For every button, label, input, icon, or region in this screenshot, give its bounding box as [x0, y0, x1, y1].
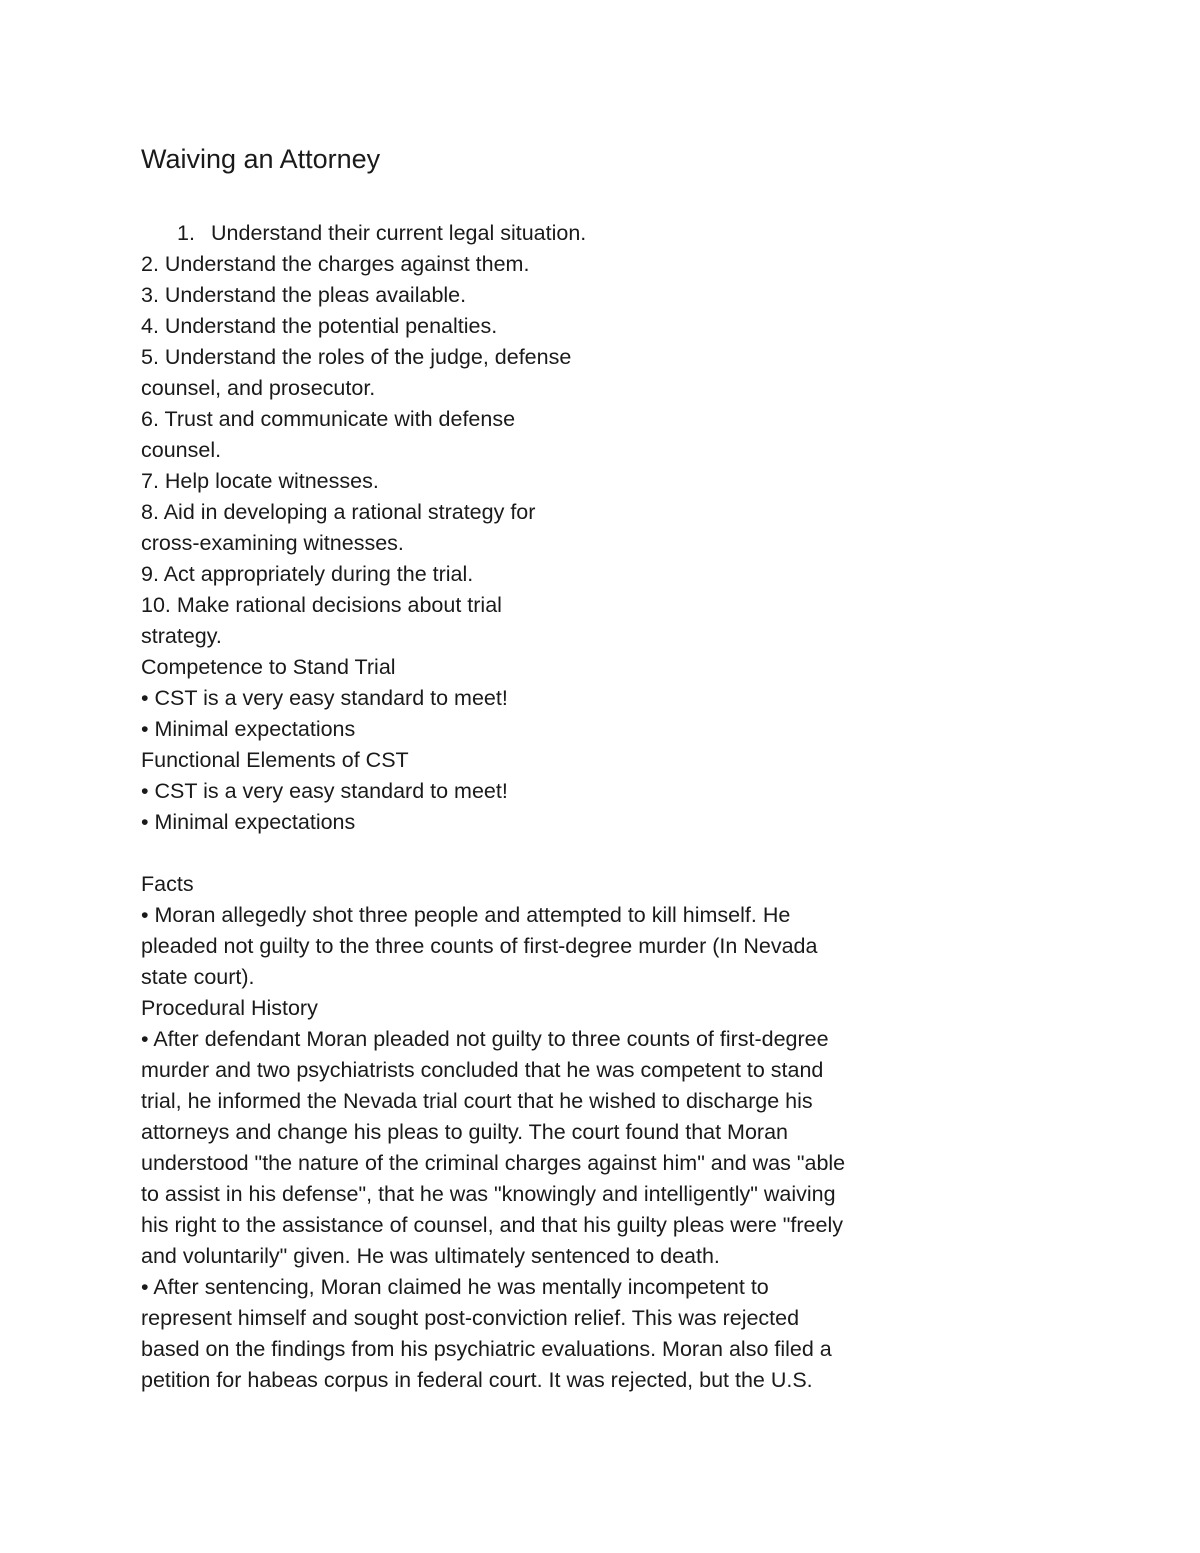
text-line: 9. Act appropriately during the trial. [141, 562, 474, 586]
text-line: • Minimal expectations [141, 810, 356, 834]
text-line: and voluntarily" given. He was ultimately sentenced to death. [141, 1244, 720, 1268]
numbered-item-first [141, 218, 941, 249]
text-line: petition for habeas corpus in federal court. It was rejected, but the U.S. [141, 1368, 813, 1392]
text-line: attorneys and change his pleas to guilty. The court found that Moran [141, 1120, 788, 1144]
text-line: 6. Trust and communicate with defense [141, 407, 516, 431]
text-line: pleaded not guilty to the three counts of first-degree murder (In Nevada [141, 934, 818, 958]
text-line: 4. Understand the potential penalties. [141, 314, 498, 338]
text-line: • Moran allegedly shot three people and attempted to kill himself. He [141, 903, 791, 927]
text-lines [141, 249, 941, 1396]
text-line: • After sentencing, Moran claimed he was mentally incompetent to [141, 1275, 769, 1299]
text-line: 3. Understand the pleas available. [141, 283, 467, 307]
text-line: • CST is a very easy standard to meet! [141, 779, 508, 803]
text-line: represent himself and sought post-conviction relief. This was rejected [141, 1306, 800, 1330]
text-line: counsel. [141, 438, 222, 462]
text-line: Facts [141, 872, 194, 896]
text-line: • Minimal expectations [141, 717, 356, 741]
text-line: cross-examining witnesses. [141, 531, 404, 555]
list-number: 1. [177, 221, 195, 245]
text-line: 5. Understand the roles of the judge, defense [141, 345, 572, 369]
text-line: murder and two psychiatrists concluded that he was competent to stand [141, 1058, 824, 1082]
text-line: state court). [141, 965, 255, 989]
text-line: 8. Aid in developing a rational strategy for [141, 500, 536, 524]
text-line: 10. Make rational decisions about trial [141, 593, 502, 617]
text-line: understood "the nature of the criminal charges against him" and was "able [141, 1151, 846, 1175]
text-line: • After defendant Moran pleaded not guilty to three counts of first-degree [141, 1027, 829, 1051]
text-line: Functional Elements of CST [141, 748, 409, 772]
document-body [141, 218, 941, 1396]
text-line: strategy. [141, 624, 222, 648]
text-line: trial, he informed the Nevada trial court that he wished to discharge his [141, 1089, 813, 1113]
text-line: counsel, and prosecutor. [141, 376, 376, 400]
text-line: • CST is a very easy standard to meet! [141, 686, 508, 710]
document-title: Waiving an Attorney [141, 144, 381, 174]
list-item-text: Understand their current legal situation. [211, 221, 587, 245]
text-line: to assist in his defense", that he was "knowingly and intelligently" waiving [141, 1182, 836, 1206]
text-line: his right to the assistance of counsel, and that his guilty pleas were "freely [141, 1213, 843, 1237]
text-line: based on the findings from his psychiatric evaluations. Moran also filed a [141, 1337, 832, 1361]
text-line: 7. Help locate witnesses. [141, 469, 379, 493]
blank-line [141, 838, 941, 869]
text-line: 2. Understand the charges against them. [141, 252, 530, 276]
text-line: Procedural History [141, 996, 318, 1020]
text-line: Competence to Stand Trial [141, 655, 396, 679]
